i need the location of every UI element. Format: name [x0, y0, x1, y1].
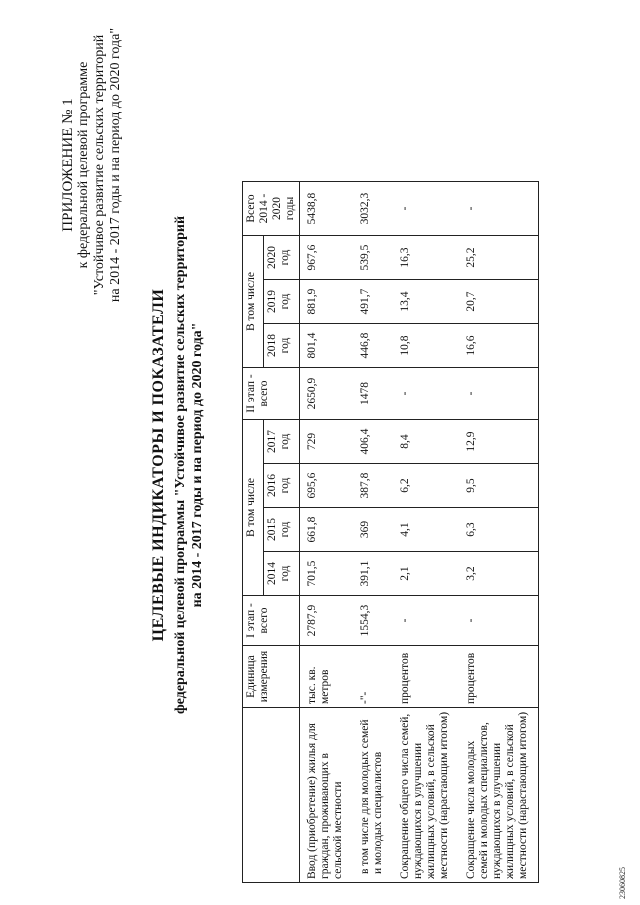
cell-stage2: 1478 — [353, 368, 393, 420]
cell-2015: 661,8 — [300, 508, 354, 552]
document-heading — [150, 145, 206, 785]
row-indicator-name: Сокращение числа молодых семей и молодых специалистов, нуждающихся в улучшении жилищных условий, в сельской местности (нарастающим итогом) — [459, 708, 539, 883]
header-stage1: I этап - всего — [243, 596, 300, 646]
cell-2019: 13,4 — [393, 280, 459, 324]
cell-2015: 6,3 — [459, 508, 539, 552]
header-indicator-empty — [243, 708, 300, 883]
header-total: Всего 2014 - 2020 годы — [243, 182, 300, 236]
row-indicator-name: Ввод (приобретение) жилья для граждан, проживающих в сельской местности — [300, 708, 354, 883]
cell-stage1: - — [459, 596, 539, 646]
cell-2017: 8,4 — [393, 420, 459, 464]
table-row — [300, 182, 354, 883]
header-incl-2: В том числе — [243, 236, 264, 368]
document-number: 23060825 — [618, 867, 627, 899]
row-unit: процентов — [459, 646, 539, 708]
row-indicator-name: Сокращение общего числа семей, нуждающихся в улучшении жилищных условий, в сельской местности (нарастающим итогом) — [393, 708, 459, 883]
cell-stage1: - — [393, 596, 459, 646]
cell-2017: 12,9 — [459, 420, 539, 464]
cell-2016: 9,5 — [459, 464, 539, 508]
cell-2014: 3,2 — [459, 552, 539, 596]
cell-2017: 729 — [300, 420, 354, 464]
appendix-line-2: "Устойчивое развитие сельских территорий — [92, 34, 107, 296]
cell-total: 3032,3 — [353, 182, 393, 236]
heading-sub-1: федеральной целевой программы "Устойчивое развитие сельских территорий — [173, 215, 188, 715]
table-row — [459, 182, 539, 883]
heading-sub-2: на 2014 - 2017 годы и на период до 2020 года" — [190, 322, 205, 608]
cell-2019: 20,7 — [459, 280, 539, 324]
cell-2016: 387,8 — [353, 464, 393, 508]
cell-2020: 25,2 — [459, 236, 539, 280]
header-2015: 2015 год — [263, 508, 299, 552]
cell-2015: 369 — [353, 508, 393, 552]
row-unit: тыс. кв. метров — [300, 646, 354, 708]
row-unit: процентов — [393, 646, 459, 708]
cell-2020: 539,5 — [353, 236, 393, 280]
cell-total: - — [393, 182, 459, 236]
header-2019: 2019 год — [263, 280, 299, 324]
cell-2014: 701,5 — [300, 552, 354, 596]
cell-stage1: 2787,9 — [300, 596, 354, 646]
cell-2016: 6,2 — [393, 464, 459, 508]
cell-2018: 16,6 — [459, 324, 539, 368]
appendix-block — [60, 15, 124, 315]
cell-2015: 4,1 — [393, 508, 459, 552]
cell-2018: 801,4 — [300, 324, 354, 368]
appendix-title: ПРИЛОЖЕНИЕ № 1 — [60, 98, 76, 232]
header-stage2: II этап - всего — [243, 368, 300, 420]
header-unit: Единица измерения — [243, 646, 300, 708]
cell-2014: 391,1 — [353, 552, 393, 596]
cell-total: 5438,8 — [300, 182, 354, 236]
cell-total: - — [459, 182, 539, 236]
table-row — [393, 182, 459, 883]
header-2017: 2017 год — [263, 420, 299, 464]
cell-2020: 967,6 — [300, 236, 354, 280]
cell-2017: 406,4 — [353, 420, 393, 464]
cell-stage2: - — [393, 368, 459, 420]
cell-2018: 10,8 — [393, 324, 459, 368]
table-row — [353, 182, 393, 883]
cell-2014: 2,1 — [393, 552, 459, 596]
cell-2019: 491,7 — [353, 280, 393, 324]
header-2016: 2016 год — [263, 464, 299, 508]
cell-stage2: - — [459, 368, 539, 420]
cell-2019: 881,9 — [300, 280, 354, 324]
header-2014: 2014 год — [263, 552, 299, 596]
row-unit: -"- — [353, 646, 393, 708]
appendix-line-3: на 2014 - 2017 годы и на период до 2020 года" — [108, 27, 123, 303]
header-incl-1: В том числе — [243, 420, 264, 596]
heading-main: ЦЕЛЕВЫЕ ИНДИКАТОРЫ И ПОКАЗАТЕЛИ — [150, 288, 167, 642]
cell-2018: 446,8 — [353, 324, 393, 368]
header-2020: 2020 год — [263, 236, 299, 280]
indicators-table — [242, 181, 539, 883]
cell-stage1: 1554,3 — [353, 596, 393, 646]
appendix-line-1: к федеральной целевой программе — [76, 61, 91, 269]
row-indicator-name: в том числе для молодых семей и молодых специалистов — [353, 708, 393, 883]
cell-2020: 16,3 — [393, 236, 459, 280]
cell-stage2: 2650,9 — [300, 368, 354, 420]
header-2018: 2018 год — [263, 324, 299, 368]
cell-2016: 695,6 — [300, 464, 354, 508]
